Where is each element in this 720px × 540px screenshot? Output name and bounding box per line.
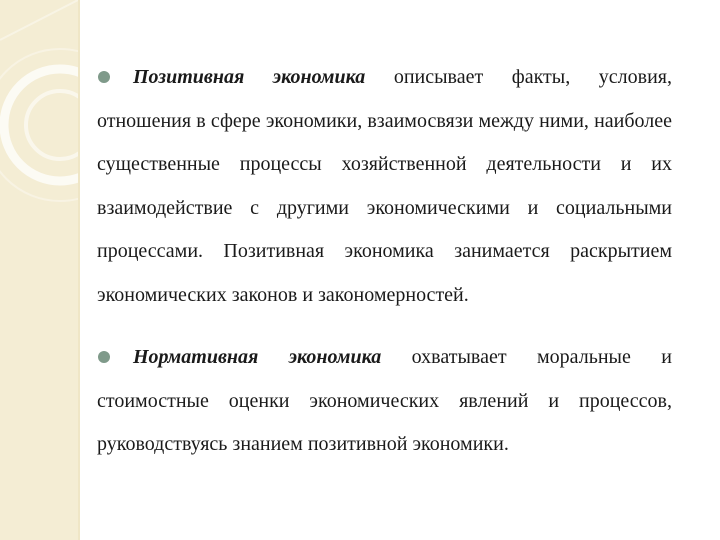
decorative-circles-graphic (0, 0, 78, 540)
paragraph-text: описывает факты, условия, отношения в сфере экономики, взаимосвязи между ними, наиболее существенные процессы хозяйственной деятельности и их взаимодействие с другими экономическими и социальными процессами. Позитивная экономика занимается раскрытием экономических законов и закономерностей. (97, 66, 672, 306)
panel-divider (78, 0, 80, 540)
term-normative-economics: Нормативная экономика (133, 346, 382, 368)
paragraph-text: охватывает моральные и стоимостные оценки экономических явлений и процессов, руководствуясь знанием позитивной экономики. (97, 346, 672, 455)
paragraph-positive-economics (97, 56, 672, 317)
term-positive-economics: Позитивная экономика (133, 66, 366, 88)
paragraph-normative-economics (97, 336, 672, 467)
decorative-side-panel (0, 0, 78, 540)
